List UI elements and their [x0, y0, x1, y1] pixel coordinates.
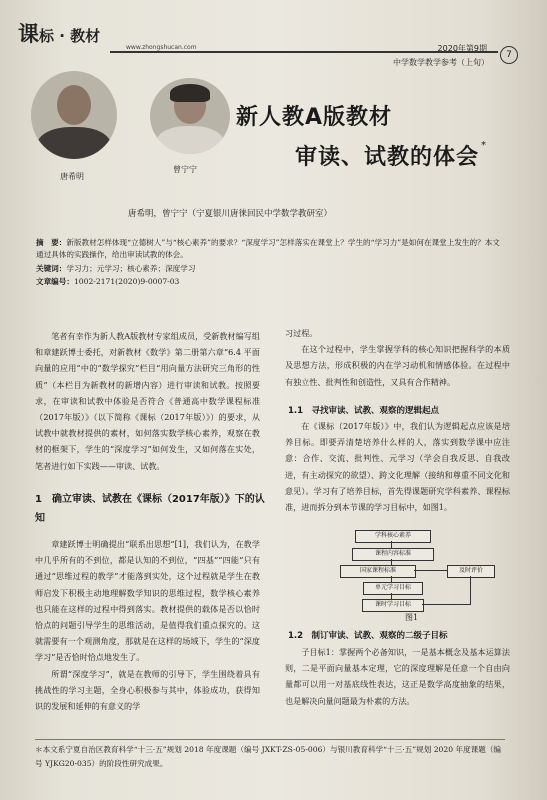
continued-text: 习过程。 — [285, 328, 318, 338]
title-text: 审读、试教的体会 — [295, 145, 480, 170]
subsection-1-1-heading: 1.1 寻找审读、试教、观察的逻辑起点 — [288, 406, 440, 416]
right-paragraph-1: 在这个过程中，学生掌握学科的核心知识把握科学的本质及思想方法，形成积极的内在学习动机和情感体验。在过程中有独立性、批判性和创造性，又具有合作精神。 — [285, 344, 510, 387]
author-photo-1 — [31, 71, 117, 159]
figure-box-core-literacy: 学科核心素养 — [355, 530, 431, 543]
subsection-1-2-heading: 1.2 制订审读、试教、观察的二级子目标 — [288, 631, 448, 641]
author-photo-2-caption: 曾宁宁 — [173, 165, 197, 174]
logo-char: 课 — [18, 22, 39, 46]
abstract-label: 摘 要： — [36, 238, 67, 247]
figure-connector — [414, 570, 447, 571]
article-number — [36, 276, 502, 288]
right-paragraph-2: 在《课标（2017年版）》中，我们认为逻辑起点应该是培养目标。即要弄清楚培养什么样的人，落实到数学课中应注意：合作、交流、批判性、元学习（学会自我反思、自我改进，有主动探究的欲望）、跨文化理解（接纳和尊重不同文化和意见）。学习有了培养目标，首先得课题研究学科素养、课程标准，进而拆分到本节课的学习目标中，如图1。 — [285, 421, 510, 513]
page-number: 7 — [500, 46, 518, 64]
left-column-body — [35, 536, 260, 714]
keywords — [36, 263, 502, 275]
figure-connector — [422, 604, 470, 605]
figure-box-unit-goal: 单元学习目标 — [363, 582, 423, 595]
right-column-mid — [285, 418, 510, 515]
figure-box-lesson-goal: 课时学习目标 — [362, 599, 424, 612]
section-1-paragraph-1: 章建跃博士明确提出“联系出思想”[1]，我们认为，在教学中几乎所有的不到位，都是认知的不到位，“四基”“四能”只有通过“思维过程的教学”才能落到实处，这个过程就是学生在教师启发下积极主动地理解数学知识的思维过程，数学核心素养也只能在这样的过程中得到落实。教材提供的载体是否以恰时恰点的问题引导学生的思维活动，是值得我们重点探究的。这就需要有一个观测角度，那就是在这样的场域下，学生的“深度学习”是否恰时恰点地发生了。 — [35, 539, 260, 663]
figure-box-national-standard: 国家课程标准 — [340, 565, 416, 578]
section-1-paragraph-2: 所谓“深度学习”，就是在教师的引导下，学生围绕着具有挑战性的学习主题，全身心积极参与其中，体验成功，获得知识的发展和延伸的有意义的学 — [35, 668, 260, 712]
title-footnote-mark: * — [481, 140, 488, 151]
figure-connector — [470, 576, 471, 605]
keywords-label: 关键词： — [36, 264, 67, 273]
right-column-top — [285, 325, 510, 390]
author-byline: 唐希明，曾宁宁（宁夏银川唐徕回民中学数学教研室） — [128, 209, 333, 219]
logo-text: 标 · 教材 — [39, 27, 101, 45]
article-number-label: 文章编号： — [36, 277, 74, 286]
figure-box-content-standard: 课程内容标准 — [352, 548, 434, 561]
journal-name: 中学数学教学参考（上旬） — [393, 58, 489, 67]
author-photo-2 — [150, 78, 230, 154]
issue-label: 2020年第9期 — [437, 44, 487, 53]
right-paragraph-3: 子目标1：掌握两个必备知识，一是基本概念及基本运算法则，二是平面向量基本定理，它的深度理解是任意一个自由向量都可以用一对基底线性表达，这正是数学高度抽象的结果，也是解决向量问题最为朴素的方法。 — [285, 647, 510, 706]
article-title-line-2 — [295, 140, 487, 171]
section-1-heading: 1 确立审读、试教在《课标（2017年版）》下的认知 — [35, 494, 265, 524]
article-number-text: 1002-2171(2020)9-0007-03 — [73, 277, 180, 286]
column-logo — [18, 18, 100, 48]
header-url: www.zhongshucan.com — [126, 44, 197, 51]
figure-box-timely-evaluation: 及时评价 — [447, 565, 495, 578]
funding-footnote: ＊本文系宁夏自治区教育科学“十三·五”规划 2018 年度课题（编号 JXKT-ZS-05-006）与银川教育科学“十三·五”规划 2020 年度课题（编号 YJKG20-035）的阶段性研究成果。 — [35, 745, 502, 768]
abstract — [36, 237, 502, 261]
right-column-bottom — [285, 644, 510, 709]
figure-1-caption: 图1 — [405, 613, 419, 622]
footnote-rule — [35, 739, 505, 740]
article-title-line-1: 新人教A版教材 — [236, 105, 393, 130]
abstract-text: 新版教材怎样体现“立德树人”与“核心素养”的要求？“深度学习”怎样落实在课堂上？学生的“学习力”是如何在课堂上发生的？本文通过具体的实践操作，给出审读试教的体会。 — [36, 238, 500, 259]
figure-connector — [391, 541, 392, 548]
author-photo-1-caption: 唐希明 — [60, 172, 84, 181]
intro-paragraph: 笔者有幸作为新人教A版教材专家组成员，受新教材编写组和章建跃博士委托，对新教材《数学》第二册第六章“6.4 平面向量的应用”中的“数学探究”栏目“用向量方法研究三角形的性质”（本栏目为新教材的新增内容）进行审读和试教。按照要求，在审读和试教中体验是否符合《普通高中数学课程标准（2017年版）》（以下简称《课标（2017年版）》）的要求，从试教中就教材提供的素材，如何落实数学核心素养，观察在教材的框架下，学生的“深度学习”如何发生，又如何落在实处，笔者进行如下实践——审读、试教。 — [35, 331, 260, 471]
left-column-intro — [35, 328, 260, 474]
keywords-text: 学习力；元学习；核心素养；深度学习 — [66, 264, 196, 273]
